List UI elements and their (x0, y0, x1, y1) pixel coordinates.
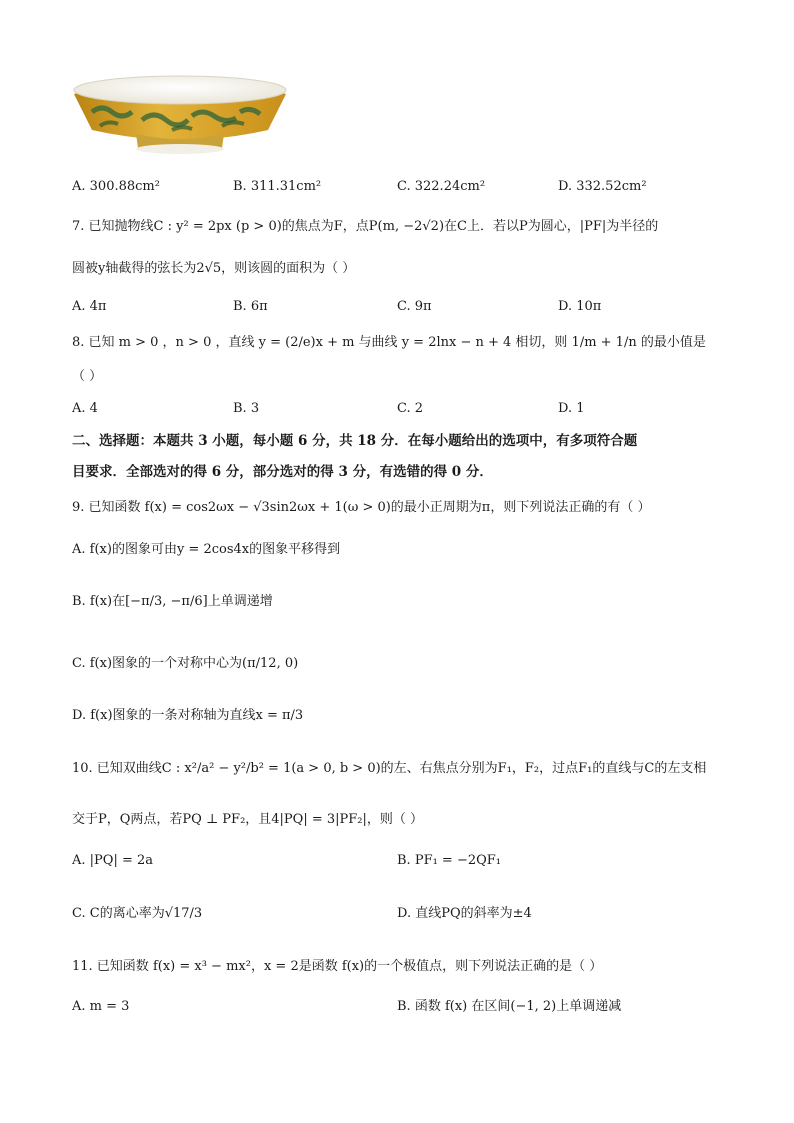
q9-option-d: D. f(x)图象的一条对称轴为直线x = π/3 (72, 708, 304, 723)
q11-stem: 11. 已知函数 f(x) = x³ − mx²，x = 2是函数 f(x)的一个极值点，则下列说法正确的是（ ） (72, 959, 603, 974)
q8-stem-line1: 8. 已知 m > 0 ，n > 0 ，直线 y = (2/e)x + m 与曲线 y = 2lnx − n + 4 相切，则 1/m + 1/n 的最小值是 (72, 335, 706, 350)
q10-option-c: C. C的离心率为√17/3 (72, 906, 203, 921)
q8-stem-line2: （ ） (72, 369, 103, 384)
q9-stem: 9. 已知函数 f(x) = cos2ωx − √3sin2ωx + 1(ω > 0)的最小正周期为π，则下列说法正确的有（ ） (72, 500, 651, 515)
q10-stem-line2: 交于P，Q两点，若PQ ⊥ PF₂，且4|PQ| = 3|PF₂|，则（ ） (72, 812, 424, 827)
q8-option-d: D. 1 (558, 401, 585, 416)
q6-option-c: C. 322.24cm² (397, 179, 486, 194)
q11-option-b: B. 函数 f(x) 在区间(−1, 2)上单调递减 (397, 999, 622, 1014)
q6-option-d: D. 332.52cm² (558, 179, 647, 194)
q10-stem-line1: 10. 已知双曲线C : x²/a² − y²/b² = 1(a > 0, b > 0)的左、右焦点分别为F₁，F₂，过点F₁的直线与C的左支相 (72, 761, 707, 776)
q6-option-a: A. 300.88cm² (72, 179, 160, 194)
q7-stem-line1: 7. 已知抛物线C : y² = 2px (p > 0)的焦点为F，点P(m, −2√2)在C上．若以P为圆心，|PF|为半径的 (72, 219, 659, 234)
porcelain-bowl-image (72, 72, 288, 160)
q7-option-b: B. 6π (233, 299, 268, 314)
q7-option-a: A. 4π (72, 299, 107, 314)
q10-option-a: A. |PQ| = 2a (72, 853, 153, 868)
q8-option-a: A. 4 (72, 401, 98, 416)
q6-option-b: B. 311.31cm² (233, 179, 322, 194)
q10-option-b: B. PF₁ = −2QF₁ (397, 853, 502, 868)
q11-option-a: A. m = 3 (72, 999, 130, 1014)
section2-heading-line1: 二、选择题：本题共 3 小题，每小题 6 分，共 18 分．在每小题给出的选项中，有多项符合题 (72, 433, 638, 449)
q8-option-b: B. 3 (233, 401, 260, 416)
q8-option-c: C. 2 (397, 401, 424, 416)
q7-stem-line2: 圆被y轴截得的弦长为2√5，则该圆的面积为（ ） (72, 261, 356, 276)
q7-option-d: D. 10π (558, 299, 602, 314)
q9-option-a: A. f(x)的图象可由y = 2cos4x的图象平移得到 (72, 542, 341, 557)
q10-option-d: D. 直线PQ的斜率为±4 (397, 906, 532, 921)
section2-heading-line2: 目要求．全部选对的得 6 分，部分选对的得 3 分，有选错的得 0 分． (72, 464, 493, 480)
q9-option-c: C. f(x)图象的一个对称中心为(π/12, 0) (72, 656, 299, 671)
q7-option-c: C. 9π (397, 299, 432, 314)
q9-option-b: B. f(x)在[−π/3, −π/6]上单调递增 (72, 594, 273, 609)
